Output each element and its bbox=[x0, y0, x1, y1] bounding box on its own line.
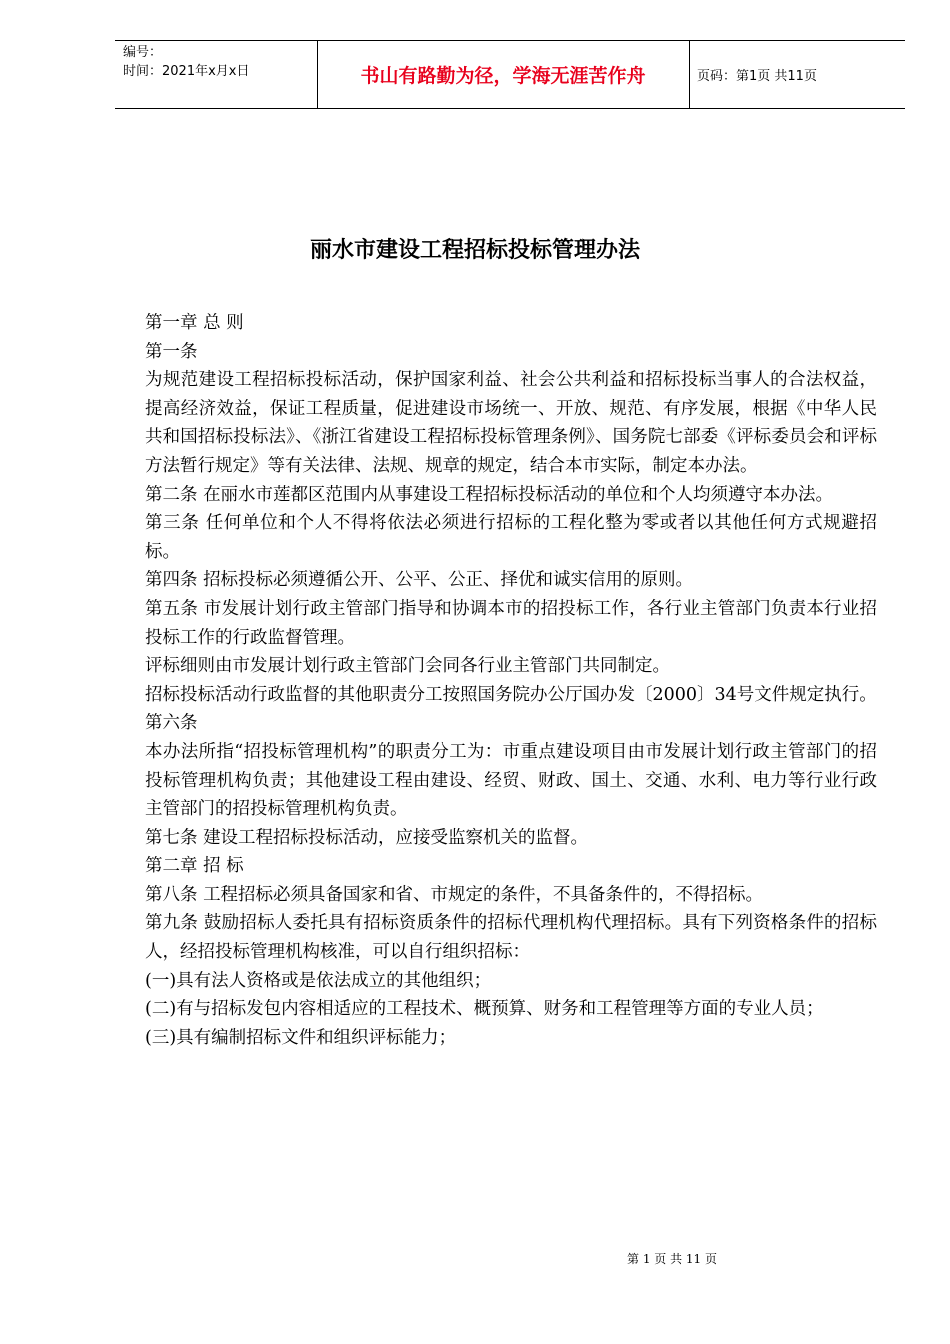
header-motto: 书山有路勤为径，学海无涯苦作舟 bbox=[360, 65, 646, 87]
chapter-heading: 第一章 总 则 bbox=[145, 313, 244, 333]
paragraph: 评标细则由市发展计划行政主管部门会同各行业主管部门共同制定。 bbox=[145, 656, 670, 677]
header-divider bbox=[689, 41, 690, 108]
header-meta bbox=[123, 43, 315, 81]
paragraph: 第三条 任何单位和个人不得将依法必须进行招标的工程化整为零或者以其他任何方式规避招标。 bbox=[145, 513, 877, 562]
page-header bbox=[115, 40, 905, 109]
list-item: (二)有与招标发包内容相适应的工程技术、概预算、财务和工程管理等方面的专业人员； bbox=[145, 999, 824, 1020]
paragraph: 第七条 建设工程招标投标活动，应接受监察机关的监督。 bbox=[145, 827, 589, 848]
article-heading: 第一条 bbox=[145, 341, 198, 362]
list-item: (一)具有法人资格或是依法成立的其他组织； bbox=[145, 970, 492, 991]
document-time-label: 时间：2021年x月x日 bbox=[123, 64, 250, 79]
page-footer: 第 1 页 共 11 页 bbox=[627, 1252, 717, 1266]
paragraph: 第九条 鼓励招标人委托具有招标资质条件的招标代理机构代理招标。具有下列资格条件的招标人，经招投标管理机构核准，可以自行组织招标： bbox=[145, 913, 877, 963]
document-number-label: 编号： bbox=[123, 45, 163, 60]
list-item: (三)具有编制招标文件和组织评标能力； bbox=[145, 1027, 457, 1048]
paragraph: 第五条 市发展计划行政主管部门指导和协调本市的招投标工作，各行业主管部门负责本行业招投标工作的行政监督管理。 bbox=[145, 598, 877, 648]
paragraph: 第四条 招标投标必须遵循公开、公平、公正、择优和诚实信用的原则。 bbox=[145, 570, 694, 591]
chapter-heading: 第二章 招 标 bbox=[145, 856, 244, 877]
paragraph: 招标投标活动行政监督的其他职责分工按照国务院办公厅国办发〔2000〕34号文件规定执行。 bbox=[145, 684, 877, 705]
paragraph: 为规范建设工程招标投标活动，保护国家利益、社会公共利益和招标投标当事人的合法权益，提高经济效益，保证工程质量，促进建设市场统一、开放、规范、有序发展，根据《中华人民共和国招标投标法》、《浙江省建设工程招标投标管理条例》、国务院七部委《评标委员会和评标方法暂行规定》等有关法律、法规、规章的规定，结合本市实际，制定本办法。 bbox=[145, 370, 877, 476]
document-title: 丽水市建设工程招标投标管理办法 bbox=[309, 238, 640, 263]
paragraph: 第八条 工程招标必须具备国家和省、市规定的条件，不具备条件的，不得招标。 bbox=[145, 884, 764, 905]
header-page-info: 页码：第1页 共11页 bbox=[697, 69, 817, 84]
document-body bbox=[145, 309, 877, 1052]
article-heading: 第六条 bbox=[145, 713, 198, 734]
paragraph: 本办法所指“招投标管理机构”的职责分工为：市重点建设项目由市发展计划行政主管部门的招投标管理机构负责；其他建设工程由建设、经贸、财政、国土、交通、水利、电力等行业行政主管部门的招投标管理机构负责。 bbox=[145, 741, 877, 820]
paragraph: 第二条 在丽水市莲都区范围内从事建设工程招标投标活动的单位和个人均须遵守本办法。 bbox=[145, 484, 834, 505]
